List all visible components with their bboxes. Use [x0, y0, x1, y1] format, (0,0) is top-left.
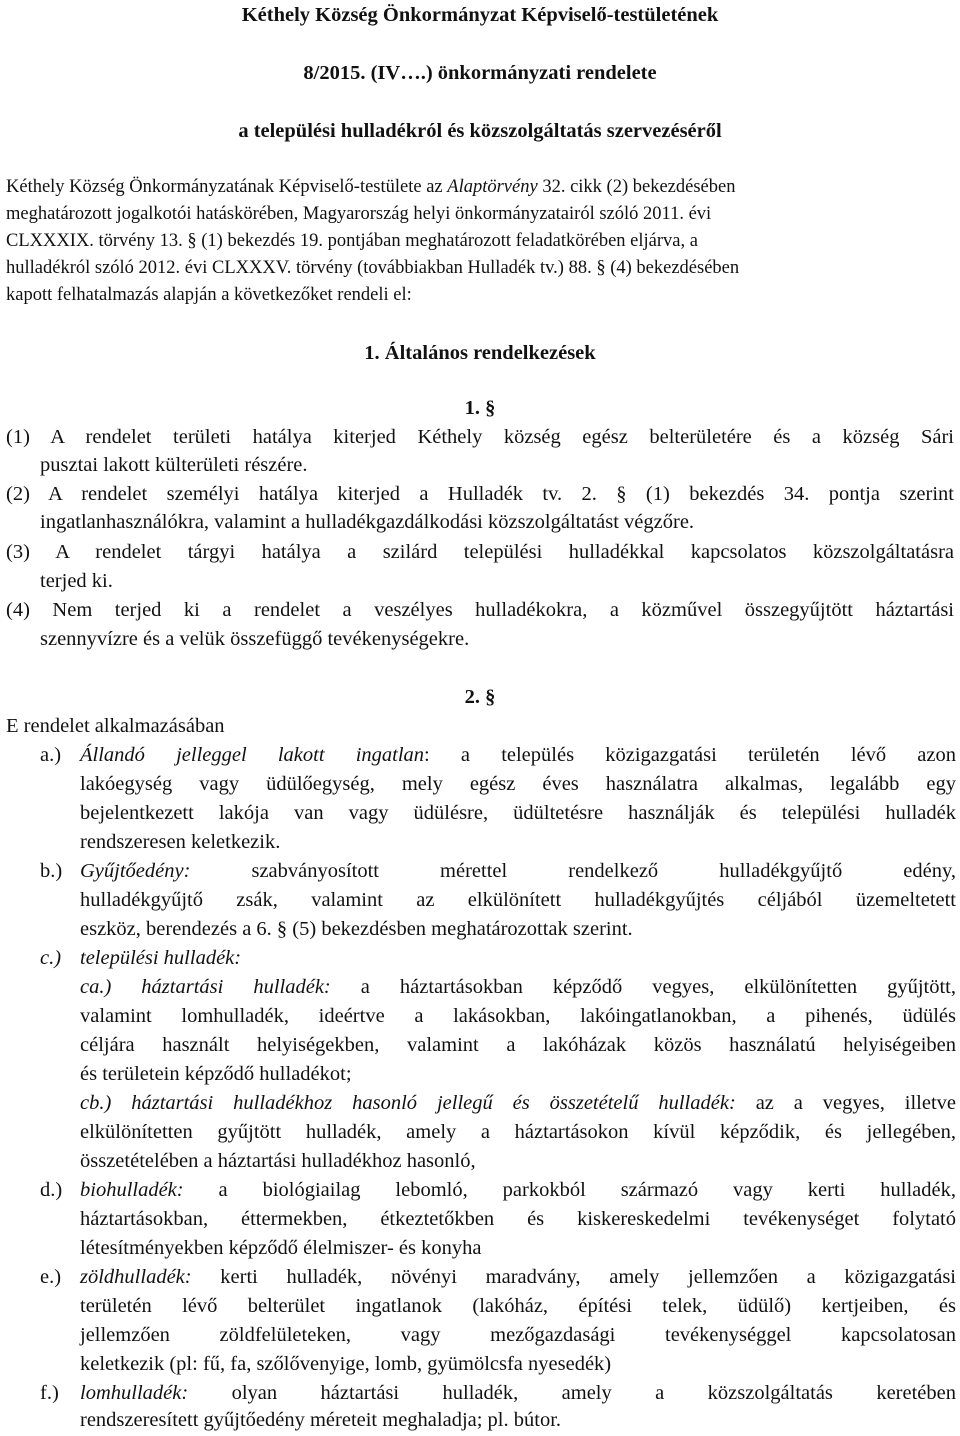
section-1-item-4-line-2: szennyvízre és a velük összefüggő tevékenységekre.: [40, 628, 470, 650]
definition-e-line-1: zöldhulladék: kerti hulladék, növényi maradvány, amely jellemzően a közigazgatási: [80, 1266, 956, 1288]
definition-d-line-3: létesítményekben képződő élelmiszer- és konyha: [80, 1237, 482, 1259]
definition-c-label: c.): [40, 947, 62, 969]
definition-c-term: települési hulladék:: [80, 947, 242, 969]
definition-b-line-3: eszköz, berendezés a 6. § (5) bekezdésben meghatározottak szerint.: [80, 918, 633, 940]
definition-ca-line-3: céljára használt helyiségekben, valamint a lakóházak közös használatú helyiségeiben: [80, 1034, 956, 1056]
section-1-item-4-line-1: (4) Nem terjed ki a rendelet a veszélyes hulladékokra, a közművel összegyűjtött háztartási: [6, 599, 954, 621]
title-line-1: Kéthely Község Önkormányzat Képviselő-testületének: [241, 4, 719, 26]
definition-e-line-4: keletkezik (pl: fű, fa, szőlővenyige, lomb, gyümölcsfa nyesedék): [80, 1353, 612, 1375]
definition-e-line-2: területén lévő belterület ingatlanok (lakóház, építési telek, üdülő) kertjeiben, és: [80, 1295, 956, 1317]
definition-b-label: b.): [40, 860, 63, 882]
definition-d-label: d.): [40, 1179, 63, 1201]
preamble-line-2: meghatározott jogalkotói hatáskörében, Magyarország helyi önkormányzatairól szóló 2011. évi: [6, 204, 712, 224]
section-1-item-3-line-2: terjed ki.: [40, 570, 113, 592]
definition-a-label: a.): [40, 744, 62, 766]
definition-cb-line-2: elkülönítetten gyűjtött hulladék, amely a háztartásokon kívül képződik, és jellegében,: [80, 1121, 956, 1143]
definition-f-line-1: lomhulladék: olyan háztartási hulladék, amely a közszolgáltatás keretében: [80, 1382, 956, 1404]
definition-b-line-2: hulladékgyűjtő zsák, valamint az elkülönített hulladékgyűjtés céljából üzemeltetett: [80, 889, 956, 911]
section-1-item-1-line-1: (1) A rendelet területi hatálya kiterjed Kéthely község egész belterületére és a község Sári: [6, 426, 954, 448]
title-line-2: 8/2015. (IV….) önkormányzati rendelete: [303, 62, 657, 84]
preamble-line-1: Kéthely Község Önkormányzatának Képviselő-testülete az Alaptörvény 32. cikk (2) bekezdésében: [6, 177, 736, 197]
preamble-line-3: CLXXXIX. törvény 13. § (1) bekezdés 19. pontjában meghatározott feladatkörében eljárva, a: [6, 231, 698, 251]
preamble-line-4: hulladékról szóló 2012. évi CLXXXV. törvény (továbbiakban Hulladék tv.) 88. § (4) bekezdésében: [6, 258, 740, 278]
definition-cb-line-3: összetételében a háztartási hulladékhoz hasonló,: [80, 1150, 476, 1172]
definition-f-label: f.): [40, 1382, 59, 1404]
paragraph-2-mark: 2. §: [464, 686, 496, 708]
definition-e-line-3: jellemzően zöldfelületeken, vagy mezőgazdasági tevékenységgel kapcsolatosan: [80, 1324, 956, 1346]
definition-a-line-3: bejelentkezett lakója van vagy üdülésre, üdültetésre használják és települési hulladék: [80, 802, 956, 824]
section-1-heading: 1. Általános rendelkezések: [364, 342, 596, 364]
definition-e-label: e.): [40, 1266, 62, 1288]
definition-a-line-2: lakóegység vagy üdülőegység, mely egész éves használatra alkalmas, legalább egy: [80, 773, 956, 795]
preamble-line-5: kapott felhatalmazás alapján a következőket rendeli el:: [6, 285, 412, 305]
definition-d-line-1: biohulladék: a biológiailag lebomló, parkokból származó vagy kerti hulladék,: [80, 1179, 956, 1201]
section-2-subheading: E rendelet alkalmazásában: [6, 715, 225, 737]
definition-d-line-2: háztartásokban, éttermekben, étkeztetőkben és kiskereskedelmi tevékenységet folytató: [80, 1208, 956, 1230]
definition-ca-line-2: valamint lomhulladék, ideértve a lakásokban, lakóingatlanokban, a pihenés, üdülés: [80, 1005, 956, 1027]
definition-b-line-1: Gyűjtőedény: szabványosított mérettel rendelkező hulladékgyűjtő edény,: [80, 860, 956, 882]
paragraph-1-mark: 1. §: [464, 397, 496, 419]
definition-a-line-1: Állandó jelleggel lakott ingatlan: a település közigazgatási területén lévő azon: [80, 744, 957, 766]
section-1-item-2-line-2: ingatlanhasználókra, valamint a hulladékgazdálkodási közszolgáltatást végzőre.: [40, 511, 695, 533]
definition-ca-line-4: és területein képződő hulladékot;: [80, 1063, 352, 1085]
definition-cb-line-1: cb.) háztartási hulladékhoz hasonló jellegű és összetételű hulladék: az a vegyes, illetve: [80, 1092, 957, 1114]
section-1-item-1-line-2: pusztai lakott külterületi részére.: [40, 454, 308, 476]
definition-f-line-2: rendszeresített gyűjtőedény méreteit meghaladja; pl. bútor.: [80, 1409, 562, 1431]
definition-a-line-4: rendszeresen keletkezik.: [80, 831, 281, 853]
section-1-item-2-line-1: (2) A rendelet személyi hatálya kiterjed a Hulladék tv. 2. § (1) bekezdés 34. pontja szerint: [6, 483, 954, 505]
definition-ca-line-1: ca.) háztartási hulladék: a háztartásokban képződő vegyes, elkülönítetten gyűjtött,: [80, 976, 956, 998]
section-1-item-3-line-1: (3) A rendelet tárgyi hatálya a szilárd települési hulladékkal kapcsolatos közszolgáltatásra: [6, 541, 954, 563]
title-line-3: a települési hulladékról és közszolgáltatás szervezéséről: [238, 120, 722, 142]
